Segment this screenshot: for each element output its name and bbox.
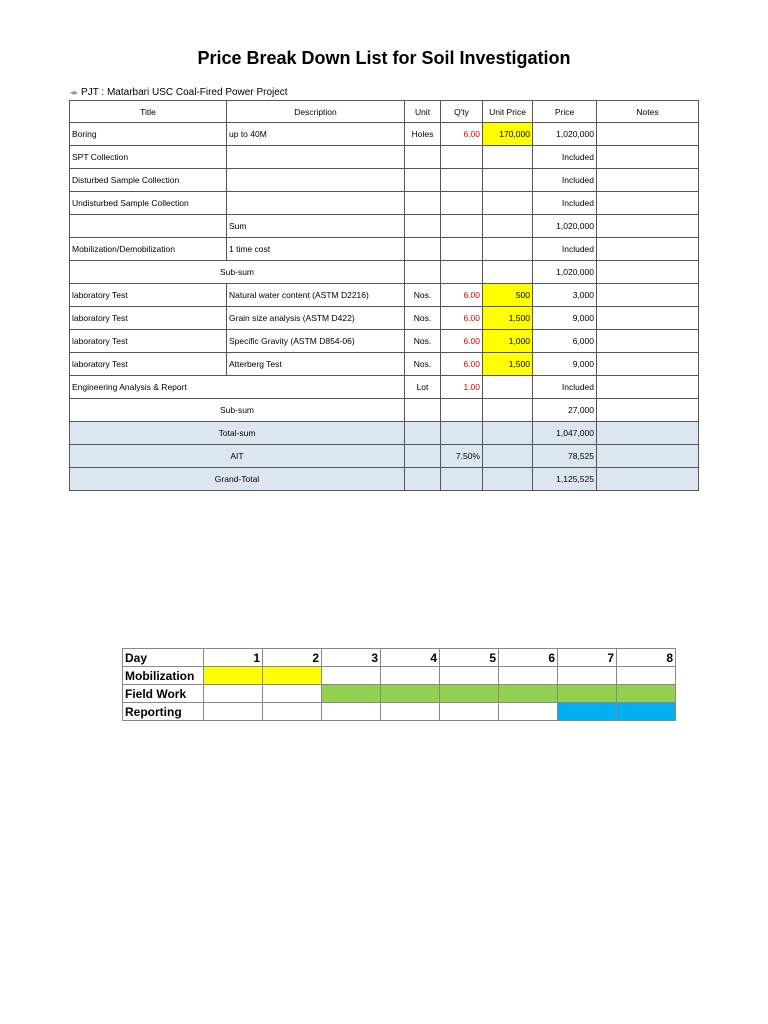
table-row bbox=[70, 353, 699, 376]
schedule-cell bbox=[204, 703, 263, 721]
row-description: 1 time cost bbox=[227, 238, 405, 261]
row-unit-price bbox=[483, 169, 533, 192]
ait-label: AIT bbox=[70, 445, 405, 468]
subsum-price: 27,000 bbox=[533, 399, 597, 422]
subsum-price: 1,020,000 bbox=[533, 261, 597, 284]
schedule-cell bbox=[204, 667, 263, 685]
schedule-day-number: 2 bbox=[263, 649, 322, 667]
row-description: Atterberg Test bbox=[227, 353, 405, 376]
row-notes bbox=[597, 422, 699, 445]
row-unit bbox=[405, 399, 441, 422]
row-unit bbox=[405, 146, 441, 169]
row-qty: 6.00 bbox=[441, 123, 483, 146]
row-title: Disturbed Sample Collection bbox=[70, 169, 227, 192]
schedule-day-number: 7 bbox=[558, 649, 617, 667]
total-sum-row bbox=[70, 422, 699, 445]
row-unit-price bbox=[483, 261, 533, 284]
schedule-cell bbox=[440, 667, 499, 685]
schedule-cell bbox=[499, 667, 558, 685]
subsum-label: Sub-sum bbox=[70, 399, 405, 422]
sum-label: Sum bbox=[227, 215, 405, 238]
row-unit-price bbox=[483, 215, 533, 238]
schedule-task-label: Mobilization bbox=[123, 667, 204, 685]
row-unit: Nos. bbox=[405, 353, 441, 376]
row-title: laboratory Test bbox=[70, 330, 227, 353]
grand-total-label: Grand-Total bbox=[70, 468, 405, 491]
table-row bbox=[70, 307, 699, 330]
row-unit-price bbox=[483, 422, 533, 445]
table-header-row bbox=[70, 101, 699, 123]
table-row bbox=[70, 169, 699, 192]
schedule-table bbox=[122, 648, 676, 721]
project-name: PJT : Matarbari USC Coal-Fired Power Project bbox=[81, 87, 288, 98]
header-description: Description bbox=[227, 101, 405, 123]
table-row bbox=[70, 146, 699, 169]
row-notes bbox=[597, 445, 699, 468]
header-price: Price bbox=[533, 101, 597, 123]
row-price: 1,020,000 bbox=[533, 123, 597, 146]
schedule-row bbox=[123, 703, 676, 721]
page-title: Price Break Down List for Soil Investigation bbox=[197, 48, 571, 68]
schedule-cell bbox=[263, 685, 322, 703]
row-description bbox=[227, 146, 405, 169]
total-sum-label: Total-sum bbox=[70, 422, 405, 445]
price-breakdown-table bbox=[69, 100, 699, 491]
row-notes bbox=[597, 169, 699, 192]
grand-total-row bbox=[70, 468, 699, 491]
row-notes bbox=[597, 468, 699, 491]
row-notes bbox=[597, 192, 699, 215]
row-notes bbox=[597, 284, 699, 307]
row-description: Grain size analysis (ASTM D422) bbox=[227, 307, 405, 330]
row-title: Undisturbed Sample Collection bbox=[70, 192, 227, 215]
table-row bbox=[70, 330, 699, 353]
row-title: Engineering Analysis & Report bbox=[70, 376, 405, 399]
row-unit-price bbox=[483, 399, 533, 422]
subsum-row bbox=[70, 399, 699, 422]
row-title: laboratory Test bbox=[70, 353, 227, 376]
row-description: Specific Gravity (ASTM D854-06) bbox=[227, 330, 405, 353]
schedule-row bbox=[123, 685, 676, 703]
row-unit-price bbox=[483, 445, 533, 468]
row-unit-price: 1,000 bbox=[483, 330, 533, 353]
sum-row bbox=[70, 215, 699, 238]
row-unit bbox=[405, 422, 441, 445]
row-unit-price bbox=[483, 238, 533, 261]
schedule-cell bbox=[322, 703, 381, 721]
row-notes bbox=[597, 261, 699, 284]
row-unit: Lot bbox=[405, 376, 441, 399]
row-unit-price: 170,000 bbox=[483, 123, 533, 146]
row-description: Natural water content (ASTM D2216) bbox=[227, 284, 405, 307]
row-title: SPT Collection bbox=[70, 146, 227, 169]
row-qty: 6.00 bbox=[441, 353, 483, 376]
ait-row bbox=[70, 445, 699, 468]
schedule-cell bbox=[617, 667, 676, 685]
row-unit-price bbox=[483, 376, 533, 399]
row-qty bbox=[441, 169, 483, 192]
row-title: Boring bbox=[70, 123, 227, 146]
schedule-cell bbox=[204, 685, 263, 703]
schedule-cell bbox=[499, 703, 558, 721]
row-qty: 6.00 bbox=[441, 330, 483, 353]
row-title: laboratory Test bbox=[70, 284, 227, 307]
table-row bbox=[70, 192, 699, 215]
row-unit bbox=[405, 169, 441, 192]
grand-total-price: 1,125,525 bbox=[533, 468, 597, 491]
schedule-cell bbox=[322, 685, 381, 703]
row-unit bbox=[405, 238, 441, 261]
row-unit bbox=[405, 445, 441, 468]
row-title: Mobilization/Demobilization bbox=[70, 238, 227, 261]
row-unit: Nos. bbox=[405, 307, 441, 330]
row-qty bbox=[441, 215, 483, 238]
header-unit-price: Unit Price bbox=[483, 101, 533, 123]
schedule-cell bbox=[617, 703, 676, 721]
row-qty: 6.00 bbox=[441, 284, 483, 307]
schedule-day-number: 3 bbox=[322, 649, 381, 667]
row-description bbox=[227, 169, 405, 192]
header-title: Title bbox=[70, 101, 227, 123]
row-price: Included bbox=[533, 376, 597, 399]
row-qty bbox=[441, 192, 483, 215]
row-unit-price: 1,500 bbox=[483, 353, 533, 376]
header-unit: Unit bbox=[405, 101, 441, 123]
header-qty: Q'ty bbox=[441, 101, 483, 123]
table-row bbox=[70, 284, 699, 307]
row-qty bbox=[441, 399, 483, 422]
subsum-label: Sub-sum bbox=[70, 261, 405, 284]
row-notes bbox=[597, 215, 699, 238]
row-title: laboratory Test bbox=[70, 307, 227, 330]
schedule-cell bbox=[558, 703, 617, 721]
row-qty: 1.00 bbox=[441, 376, 483, 399]
schedule-day-number: 1 bbox=[204, 649, 263, 667]
table-row bbox=[70, 376, 699, 399]
row-price: 3,000 bbox=[533, 284, 597, 307]
row-qty bbox=[441, 261, 483, 284]
project-line bbox=[70, 87, 288, 98]
schedule-cell bbox=[381, 667, 440, 685]
row-description bbox=[227, 192, 405, 215]
row-qty bbox=[441, 238, 483, 261]
schedule-day-number: 6 bbox=[499, 649, 558, 667]
row-notes bbox=[597, 376, 699, 399]
schedule-cell bbox=[440, 685, 499, 703]
expand-arrows-icon: ◂▸ bbox=[70, 88, 79, 97]
row-qty bbox=[441, 146, 483, 169]
total-sum-price: 1,047,000 bbox=[533, 422, 597, 445]
schedule-cell bbox=[558, 685, 617, 703]
schedule-day-number: 8 bbox=[617, 649, 676, 667]
row-price: Included bbox=[533, 192, 597, 215]
schedule-cell bbox=[440, 703, 499, 721]
row-unit-price bbox=[483, 146, 533, 169]
row-unit: Nos. bbox=[405, 330, 441, 353]
schedule-task-label: Reporting bbox=[123, 703, 204, 721]
table-row bbox=[70, 238, 699, 261]
schedule-day-number: 5 bbox=[440, 649, 499, 667]
row-unit bbox=[405, 192, 441, 215]
row-unit bbox=[405, 215, 441, 238]
row-qty bbox=[441, 422, 483, 445]
row-price: 9,000 bbox=[533, 353, 597, 376]
row-unit: Nos. bbox=[405, 284, 441, 307]
row-description: up to 40M bbox=[227, 123, 405, 146]
schedule-header-row bbox=[123, 649, 676, 667]
row-price: 6,000 bbox=[533, 330, 597, 353]
ait-rate: 7.50% bbox=[441, 445, 483, 468]
row-unit-price: 500 bbox=[483, 284, 533, 307]
row-unit bbox=[405, 468, 441, 491]
subsum-row bbox=[70, 261, 699, 284]
row-notes bbox=[597, 123, 699, 146]
row-unit: Holes bbox=[405, 123, 441, 146]
row-qty: 6.00 bbox=[441, 307, 483, 330]
row-unit-price bbox=[483, 192, 533, 215]
row-notes bbox=[597, 146, 699, 169]
row-notes bbox=[597, 238, 699, 261]
row-price: Included bbox=[533, 169, 597, 192]
row-notes bbox=[597, 330, 699, 353]
row-notes bbox=[597, 307, 699, 330]
row-notes bbox=[597, 399, 699, 422]
schedule-cell bbox=[617, 685, 676, 703]
schedule-row bbox=[123, 667, 676, 685]
schedule-cell bbox=[558, 667, 617, 685]
header-notes: Notes bbox=[597, 101, 699, 123]
row-unit-price: 1,500 bbox=[483, 307, 533, 330]
table-row bbox=[70, 123, 699, 146]
row-price: Included bbox=[533, 238, 597, 261]
ait-price: 78,525 bbox=[533, 445, 597, 468]
row-price: 9,000 bbox=[533, 307, 597, 330]
schedule-cell bbox=[263, 667, 322, 685]
row-title bbox=[70, 215, 227, 238]
schedule-day-label: Day bbox=[123, 649, 204, 667]
row-qty bbox=[441, 468, 483, 491]
schedule-cell bbox=[322, 667, 381, 685]
schedule-day-number: 4 bbox=[381, 649, 440, 667]
schedule-task-label: Field Work bbox=[123, 685, 204, 703]
schedule-cell bbox=[499, 685, 558, 703]
schedule-cell bbox=[263, 703, 322, 721]
row-unit bbox=[405, 261, 441, 284]
row-unit-price bbox=[483, 468, 533, 491]
sum-price: 1,020,000 bbox=[533, 215, 597, 238]
schedule-cell bbox=[381, 685, 440, 703]
row-price: Included bbox=[533, 146, 597, 169]
row-notes bbox=[597, 353, 699, 376]
schedule-cell bbox=[381, 703, 440, 721]
